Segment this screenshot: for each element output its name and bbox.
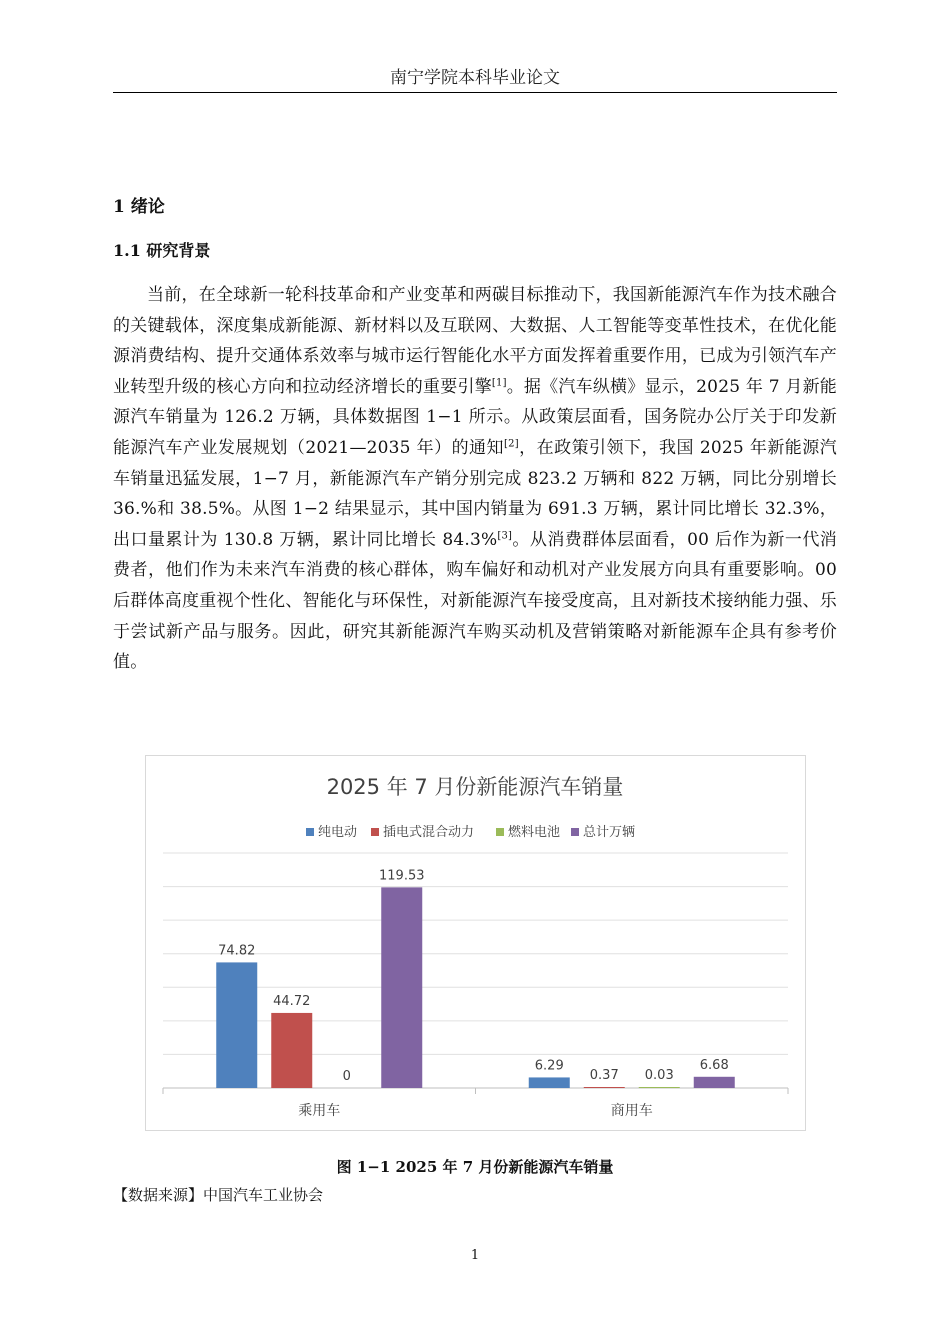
paragraph-text-4: 。从消费群体层面看，00 后作为新一代消费者，他们作为未来汽车消费的核心群体，购车偏好和动机对产业发展方向具有重要影响。00 后群体高度重视个性化、智能化与环保性，对新能源汽车接受度高，且对新技术接纳能力强、乐于尝试新产品与服务。因此，研究其新能源汽车购买动机及营销策略对新能源车企具有参考价值。: [113, 529, 837, 673]
bar-1-0: [529, 1077, 570, 1088]
legend-swatch-1: [371, 828, 379, 836]
bar-1-1: [584, 1087, 625, 1088]
data-source: 【数据来源】中国汽车工业协会: [113, 1186, 324, 1204]
bar-1-2: [639, 1087, 680, 1088]
bar-0-1: [271, 1013, 312, 1088]
chart-title: 2025 年 7 月份新能源汽车销量: [326, 775, 624, 799]
legend-swatch-0: [306, 828, 314, 836]
citation-1[interactable]: [1]: [491, 377, 507, 389]
bar-0-0: [216, 962, 257, 1088]
chart-canvas: [146, 756, 805, 1130]
data-label-0-0: 74.82: [218, 943, 256, 959]
figure-caption: 图 1−1 2025 年 7 月份新能源汽车销量: [336, 1158, 614, 1176]
chapter-heading: 1 绪论: [113, 197, 165, 217]
legend-label-2: 燃料电池: [508, 825, 561, 840]
page-header: [113, 64, 837, 93]
paragraph-text-1: 当前，在全球新一轮科技革命和产业变革和两碳目标推动下，我国新能源汽车作为技术融合的关键载体，深度集成新能源、新材料以及互联网、大数据、人工智能等变革性技术，在优化能源消费结构、提升交通体系效率与城市运行智能化水平方面发挥着重要作用，已成为引领汽车产业转型升级的核心方向和拉动经济增长的重要引擎: [113, 285, 837, 397]
legend-swatch-2: [496, 828, 504, 836]
section-heading: 1.1 研究背景: [113, 241, 211, 260]
legend-label-0: 纯电动: [318, 825, 358, 840]
data-label-1-1: 0.37: [589, 1068, 619, 1083]
legend-swatch-3: [571, 828, 579, 836]
category-label-1: 商用车: [610, 1103, 653, 1119]
bar-1-3: [694, 1077, 735, 1088]
citation-3[interactable]: [3]: [497, 530, 513, 542]
body-paragraph: [113, 280, 837, 678]
data-label-0-1: 44.72: [273, 993, 311, 1009]
data-label-1-2: 0.03: [644, 1068, 674, 1083]
paragraph-text-2: 。据《汽车纵横》显示，2025 年 7 月新能源汽车销量为 126.2 万辆，具体数据图 1−1 所示。从政策层面看，国务院办公厅关于印发新能源汽车产业发展规划（2021—2035 年）的通知: [113, 376, 837, 458]
sales-chart: [145, 755, 806, 1131]
category-label-0: 乘用车: [298, 1103, 341, 1119]
data-label-1-0: 6.29: [534, 1058, 564, 1074]
bar-0-3: [381, 887, 422, 1088]
legend-label-1: 插电式混合动力: [383, 825, 475, 840]
data-label-0-3: 119.53: [379, 868, 425, 884]
legend-label-3: 总计万辆: [583, 825, 636, 840]
header-title: 南宁学院本科毕业论文: [390, 68, 560, 88]
citation-2[interactable]: [2]: [504, 438, 519, 450]
paragraph-text-3: ，在政策引领下，我国 2025 年新能源汽车销量迅猛发展，1−7 月，新能源汽车产销分别完成 823.2 万辆和 822 万辆，同比分别增长 36.%和 38.5%。从图 1−2 结果显示，其中国内销量为 691.3 万辆，累计同比增长 32.3%，出口量累计为 130.8 万辆，累计同比增长 84.3%: [113, 437, 837, 550]
data-label-0-2: 0: [342, 1069, 351, 1084]
data-label-1-3: 6.68: [699, 1057, 729, 1073]
page-number: 1: [470, 1248, 480, 1263]
